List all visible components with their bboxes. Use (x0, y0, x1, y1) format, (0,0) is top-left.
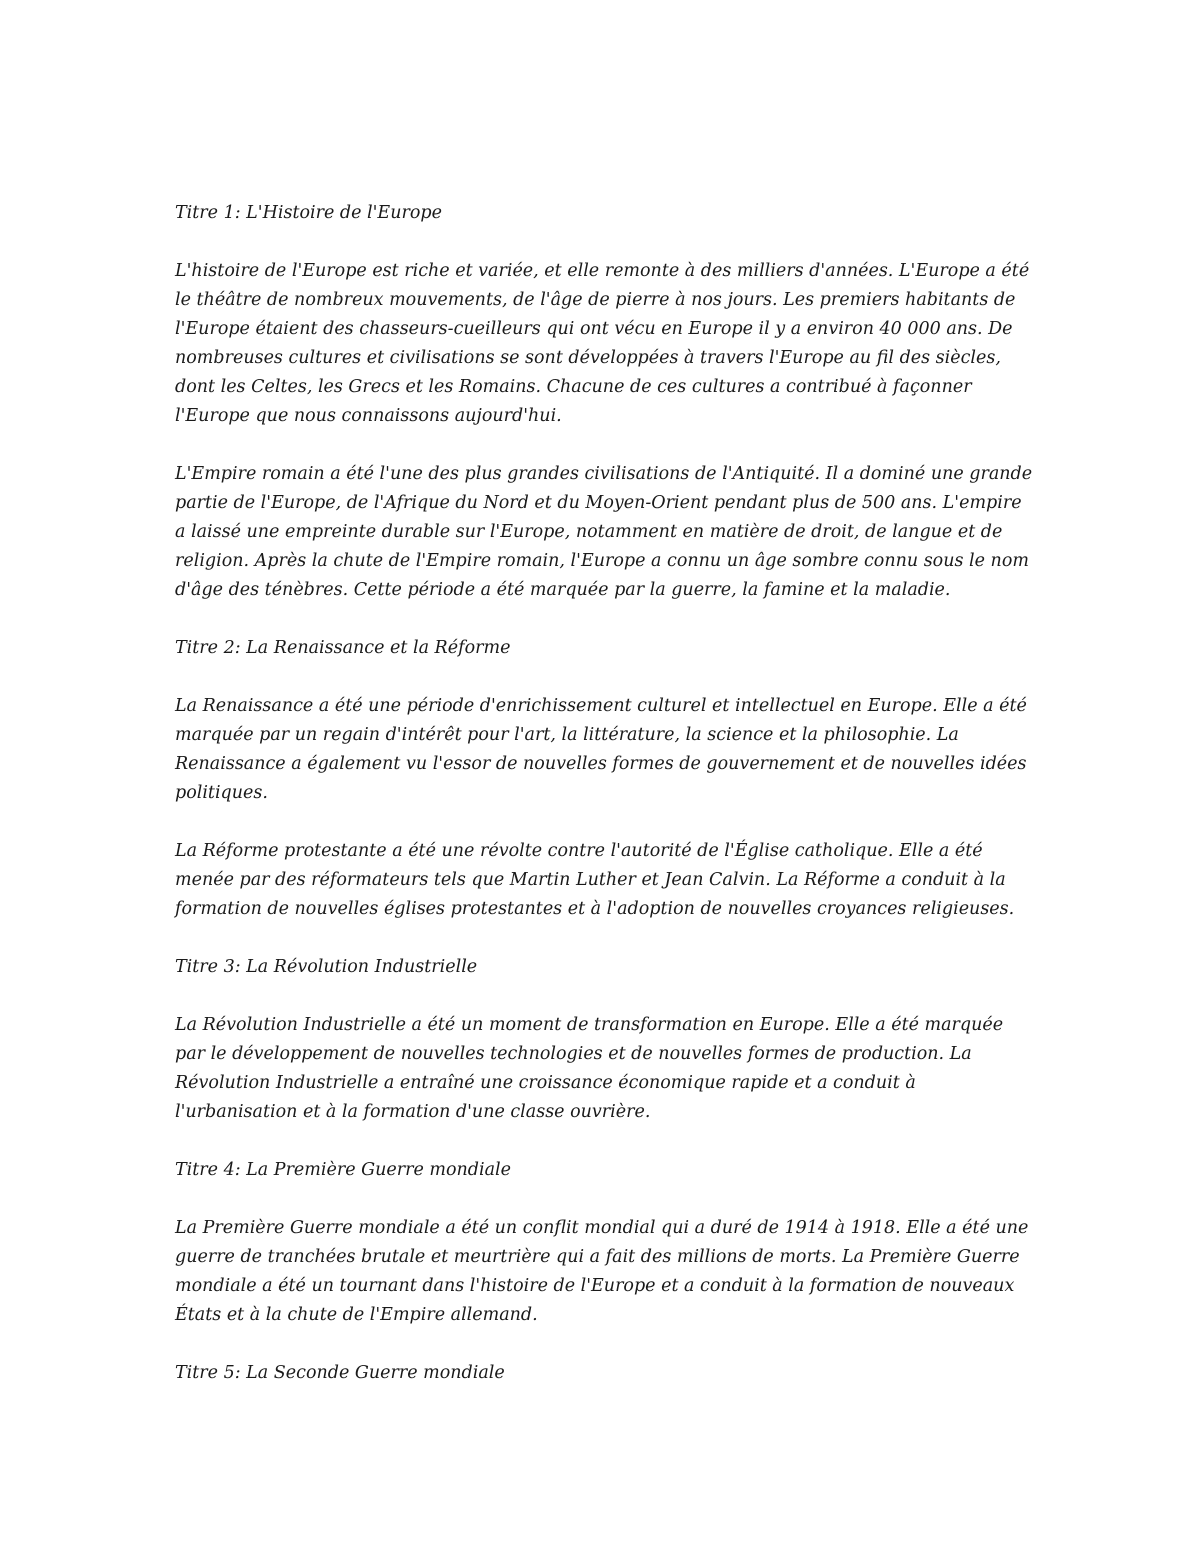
paragraph-industrial-revolution: La Révolution Industrielle a été un moment de transformation en Europe. Elle a été marquée par le développement de nouvelles technologies et de nouvelles formes de production. La Révolution Industrielle a entraîné une croissance économique rapide et a conduit à l'urbanisation et à la formation d'une classe ouvrière. (175, 1015, 1004, 1122)
paragraph-europe-history: L'histoire de l'Europe est riche et variée, et elle remonte à des milliers d'années. L'Europe a été le théâtre de nombreux mouvements, de l'âge de pierre à nos jours. Les premiers habitants de l'Europe étaient des chasseurs-cueilleurs qui ont vécu en Europe il y a environ 40 000 ans. De nombreuses cultures et civilisations se sont développées à travers l'Europe au fil des siècles, dont les Celtes, les Grecs et les Romains. Chacune de ces cultures a contribué à façonner l'Europe que nous connaissons aujourd'hui. (175, 261, 1030, 426)
section-heading-2: Titre 2: La Renaissance et la Réforme (175, 638, 511, 658)
section-heading-4: Titre 4: La Première Guerre mondiale (175, 1160, 511, 1180)
section-heading-1: Titre 1: L'Histoire de l'Europe (175, 203, 442, 223)
section-heading-3: Titre 3: La Révolution Industrielle (175, 957, 478, 977)
paragraph-reformation: La Réforme protestante a été une révolte contre l'autorité de l'Église catholique. Elle a été menée par des réformateurs tels que Martin Luther et Jean Calvin. La Réforme a conduit à la formation de nouvelles églises protestantes et à l'adoption de nouvelles croyances religieuses. (175, 841, 1015, 919)
paragraph-roman-empire: L'Empire romain a été l'une des plus grandes civilisations de l'Antiquité. Il a dominé une grande partie de l'Europe, de l'Afrique du Nord et du Moyen-Orient pendant plus de 500 ans. L'empire a laissé une empreinte durable sur l'Europe, notamment en matière de droit, de langue et de religion. Après la chute de l'Empire romain, l'Europe a connu un âge sombre connu sous le nom d'âge des ténèbres. Cette période a été marquée par la guerre, la famine et la maladie. (175, 464, 1033, 600)
paragraph-world-war-one: La Première Guerre mondiale a été un conflit mondial qui a duré de 1914 à 1918. Elle a été une guerre de tranchées brutale et meurtrière qui a fait des millions de morts. La Première Guerre mondiale a été un tournant dans l'histoire de l'Europe et a conduit à la formation de nouveaux États et à la chute de l'Empire allemand. (175, 1218, 1029, 1325)
paragraph-renaissance: La Renaissance a été une période d'enrichissement culturel et intellectuel en Europe. Elle a été marquée par un regain d'intérêt pour l'art, la littérature, la science et la philosophie. La Renaissance a également vu l'essor de nouvelles formes de gouvernement et de nouvelles idées politiques. (175, 696, 1027, 803)
document-body (175, 199, 1035, 1417)
section-heading-5: Titre 5: La Seconde Guerre mondiale (175, 1363, 505, 1383)
